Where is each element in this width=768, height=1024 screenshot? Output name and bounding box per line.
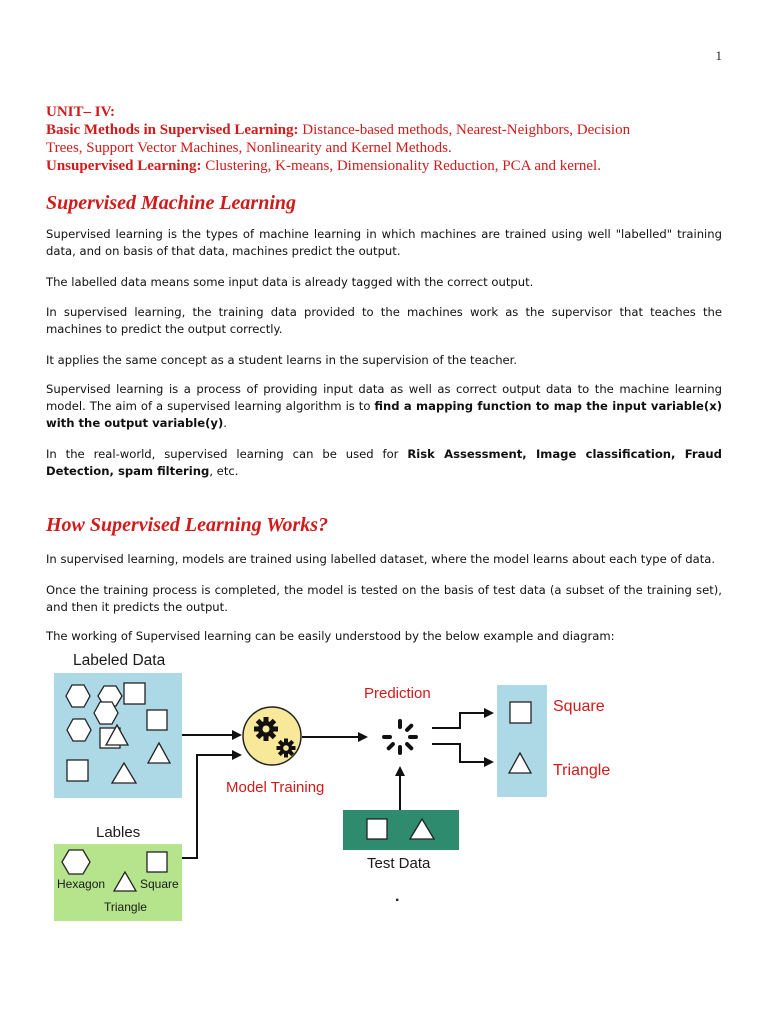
- output-square-label: Square: [553, 698, 605, 715]
- basic-methods-text-2: Trees, Support Vector Machines, Nonlinearity and Kernel Methods.: [46, 140, 452, 156]
- hexagon-shape: [67, 719, 91, 741]
- paragraph-5: [46, 381, 722, 432]
- square-shape: [67, 760, 88, 781]
- section-heading-supervised: Supervised Machine Learning: [46, 192, 297, 214]
- hexagon-shape: [94, 702, 118, 724]
- paragraph-3: In supervised learning, the training data provided to the machines work as the supervisor that teaches the machines to predict the output correctly.: [46, 305, 722, 336]
- basic-methods-text-1: Distance-based methods, Nearest-Neighbors, Decision: [298, 122, 631, 138]
- paragraph-2: The labelled data means some input data is already tagged with the correct output.: [46, 275, 534, 289]
- square-shape: [124, 683, 145, 704]
- square-label: Square: [140, 877, 179, 891]
- unsupervised-label: Unsupervised Learning:: [46, 158, 202, 174]
- arrow-prediction-to-square: [432, 713, 492, 728]
- section-heading-how-works: How Supervised Learning Works?: [46, 514, 329, 536]
- paragraph-6-text: In the real-world, supervised learning can be used for: [46, 447, 408, 461]
- paragraph-5-bold: find a mapping function to map the input variable(x) with the output variable(y): [46, 399, 722, 430]
- paragraph-9: The working of Supervised learning can be easily understood by the below example and diagram:: [46, 629, 615, 643]
- prediction-label: Prediction: [364, 685, 431, 702]
- supervised-learning-diagram: [0, 640, 768, 940]
- paragraph-6: [46, 446, 722, 480]
- square-shape: [147, 710, 167, 730]
- test-data-box: [343, 810, 459, 850]
- paragraph-5-text: Supervised learning is a process of providing input data as well as correct output data to the machine learning model. The aim of a supervised learning algorithm is to: [46, 382, 722, 413]
- lables-label: Lables: [96, 824, 141, 841]
- spinner-icon: [384, 721, 416, 753]
- paragraph-8: Once the training process is completed, the model is tested on the basis of test data (a subset of the training set), and then it predicts the output.: [46, 583, 722, 614]
- hexagon-shape: [66, 685, 90, 707]
- basic-methods-label: Basic Methods in Supervised Learning:: [46, 122, 299, 138]
- model-training-label: Model Training: [226, 779, 325, 796]
- test-data-label: Test Data: [367, 855, 431, 872]
- square-shape: [147, 852, 167, 872]
- triangle-label: Triangle: [104, 900, 147, 914]
- output-square-shape: [510, 702, 531, 723]
- unit-title: UNIT– IV:: [46, 104, 116, 120]
- paragraph-6-end: , etc.: [209, 464, 239, 478]
- paragraph-4: It applies the same concept as a student learns in the supervision of the teacher.: [46, 353, 518, 367]
- page-number: 1: [715, 48, 722, 63]
- test-square-shape: [367, 819, 387, 839]
- unit-summary: [46, 103, 726, 175]
- stray-dot: .: [395, 888, 400, 905]
- arrow-labels-to-model: [182, 755, 240, 858]
- paragraph-7: In supervised learning, models are trained using labelled dataset, where the model learns about each type of data.: [46, 552, 716, 566]
- hexagon-label: Hexagon: [57, 877, 106, 891]
- paragraph-5-end: .: [223, 416, 227, 430]
- output-triangle-label: Triangle: [553, 762, 611, 779]
- arrow-prediction-to-triangle: [432, 744, 492, 762]
- paragraph-6-bold: Risk Assessment, Image classification, Fraud Detection, spam filtering: [46, 447, 722, 478]
- labeled-data-label: Labeled Data: [73, 652, 166, 669]
- unsupervised-text: Clustering, K-means, Dimensionality Reduction, PCA and kernel.: [201, 158, 601, 174]
- paragraph-1: Supervised learning is the types of machine learning in which machines are trained using well "labelled" training data, and on basis of that data, machines predict the output.: [46, 227, 722, 258]
- hexagon-shape: [62, 850, 90, 874]
